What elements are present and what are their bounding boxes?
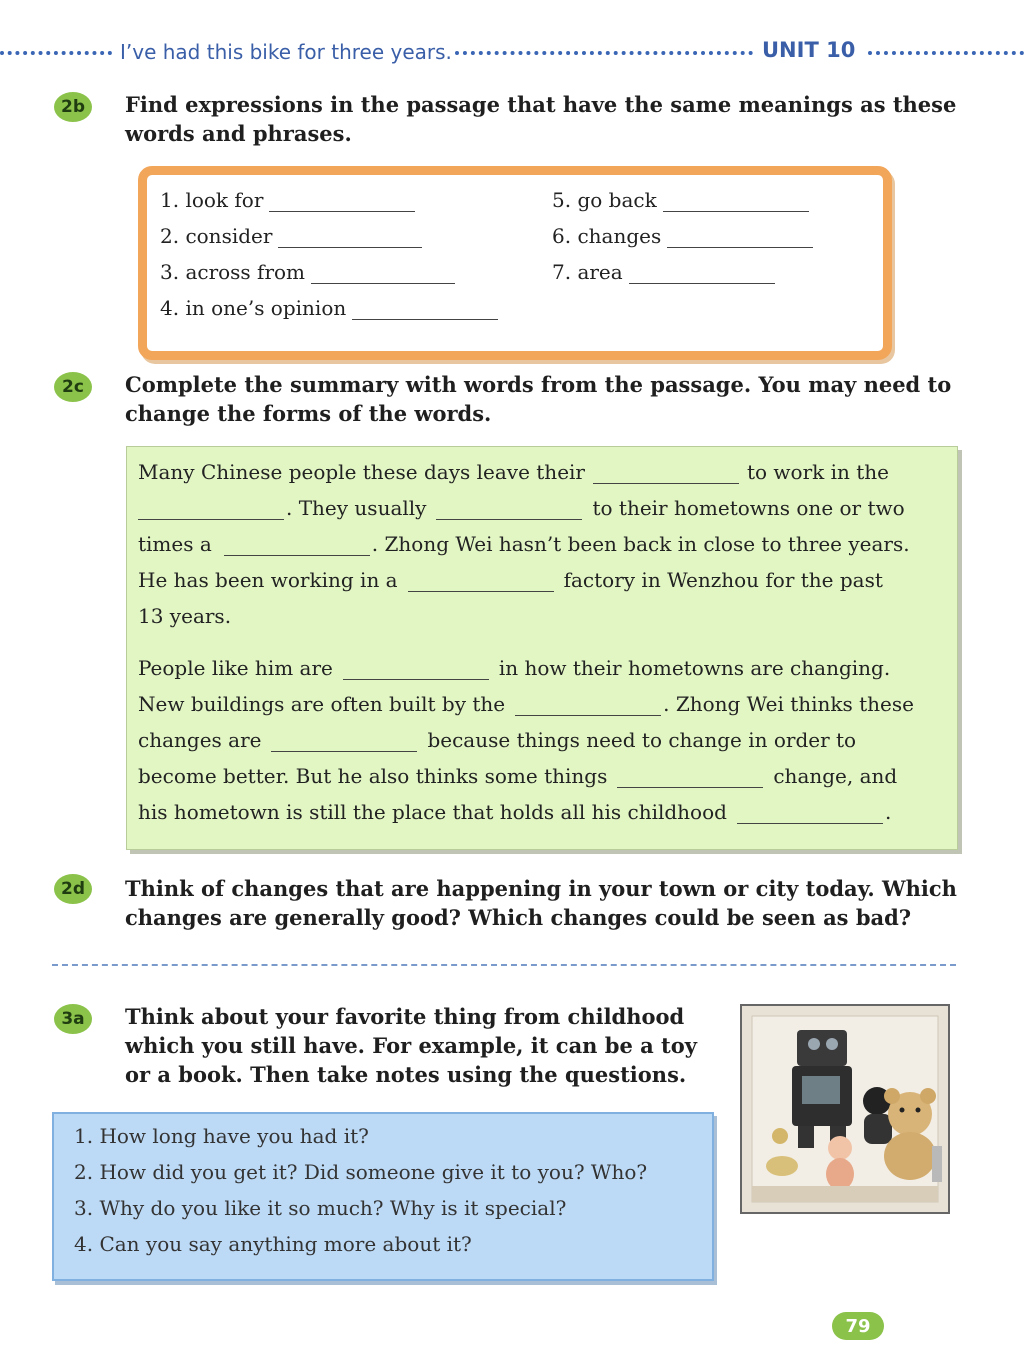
instruction-2b: Find expressions in the passage that have the same meanings as these words and phrases. (125, 92, 957, 146)
summary-line: 13 years. (138, 604, 232, 628)
answer-blank[interactable] (271, 733, 417, 752)
answer-blank[interactable] (515, 697, 661, 716)
badge-3a: 3a (54, 1004, 92, 1034)
section-divider (52, 964, 956, 966)
answer-blank[interactable] (408, 573, 554, 592)
vocab-item: 7. area (552, 260, 775, 284)
question-item: 1. How long have you had it? (74, 1124, 369, 1148)
question-item: 3. Why do you like it so much? Why is it special? (74, 1196, 567, 1220)
answer-blank[interactable] (629, 265, 775, 284)
answer-blank[interactable] (737, 805, 883, 824)
summary-line: He has been working in a factory in Wenzhou for the past (138, 568, 883, 592)
header-title: I’ve had this bike for three years. (120, 40, 452, 64)
summary-line: times a . Zhong Wei hasn’t been back in close to three years. (138, 532, 910, 556)
header-dots-left (0, 51, 112, 55)
vocab-item: 4. in one’s opinion (160, 296, 498, 320)
badge-2b: 2b (54, 92, 92, 122)
instruction-2c: Complete the summary with words from the passage. You may need to change the forms of the words. (125, 372, 952, 426)
summary-line: . They usually to their hometowns one or two (138, 496, 905, 520)
instruction-2d: Think of changes that are happening in your town or city today. Which changes are generally good? Which changes could be seen as bad? (125, 876, 957, 930)
answer-blank[interactable] (593, 465, 739, 484)
answer-blank[interactable] (224, 537, 370, 556)
answer-blank[interactable] (278, 229, 422, 248)
badge-2c: 2c (54, 372, 92, 402)
vocab-item: 6. changes (552, 224, 813, 248)
summary-line: People like him are in how their hometowns are changing. (138, 656, 891, 680)
unit-label: UNIT 10 (762, 38, 856, 62)
vocab-item: 5. go back (552, 188, 809, 212)
page-number: 79 (832, 1312, 884, 1340)
answer-blank[interactable] (663, 193, 809, 212)
answer-blank[interactable] (667, 229, 813, 248)
summary-line: New buildings are often built by the . Zhong Wei thinks these (138, 692, 914, 716)
answer-blank[interactable] (269, 193, 415, 212)
vocab-item: 1. look for (160, 188, 415, 212)
toys-illustration (742, 1006, 948, 1212)
answer-blank[interactable] (352, 301, 498, 320)
toys-photo (740, 1004, 950, 1214)
question-item: 4. Can you say anything more about it? (74, 1232, 472, 1256)
page-header (0, 36, 1024, 70)
badge-2d: 2d (54, 874, 92, 904)
summary-line: changes are because things need to change in order to (138, 728, 857, 752)
answer-blank[interactable] (436, 501, 582, 520)
vocab-item: 3. across from (160, 260, 455, 284)
answer-blank[interactable] (617, 769, 763, 788)
summary-line: his hometown is still the place that holds all his childhood . (138, 800, 892, 824)
answer-blank[interactable] (311, 265, 455, 284)
answer-blank[interactable] (343, 661, 489, 680)
summary-line: become better. But he also thinks some things change, and (138, 764, 898, 788)
header-dots-middle (455, 51, 753, 55)
answer-blank[interactable] (138, 501, 284, 520)
summary-line: Many Chinese people these days leave their to work in the (138, 460, 890, 484)
header-dots-right (868, 51, 1024, 55)
question-item: 2. How did you get it? Did someone give it to you? Who? (74, 1160, 648, 1184)
vocab-item: 2. consider (160, 224, 422, 248)
instruction-3a: Think about your favorite thing from childhood which you still have. For example, it can be a toy or a book. Then take notes using the questions. (125, 1004, 697, 1087)
